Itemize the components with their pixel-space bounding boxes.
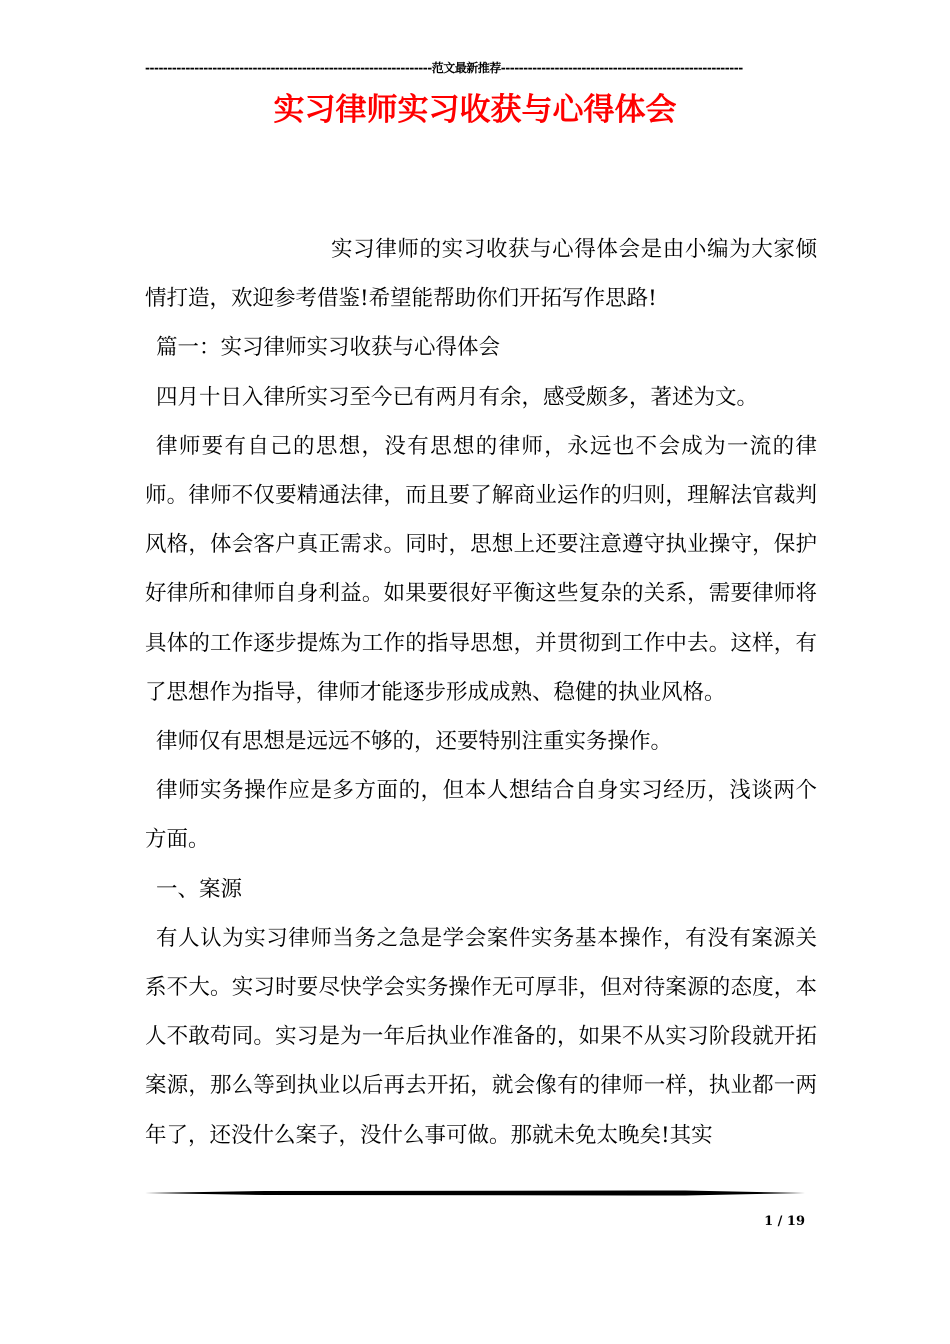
document-title: 实习律师实习收获与心得体会 bbox=[273, 92, 677, 128]
body-paragraph: 律师要有自己的思想，没有思想的律师，永远也不会成为一流的律师。律师不仅要精通法律，而且要了解商业运作的归则，理解法官裁判风格，体会客户真正需求。同时，思想上还要注意遵守执业操守，保护好律所和律师自身利益。如果要很好平衡这些复杂的关系，需要律师将具体的工作逐步提炼为工作的指导思想，并贯彻到工作中去。这样，有了思想作为指导，律师才能逐步形成成熟、稳健的执业风格。 bbox=[145, 433, 817, 705]
footer-divider bbox=[145, 1186, 805, 1200]
document-body bbox=[145, 225, 817, 1160]
section-heading-case-source: 一、案源 bbox=[156, 876, 243, 902]
body-paragraph: 律师仅有思想是远远不够的，还要特别注重实务操作。 bbox=[156, 729, 673, 755]
body-paragraph: 有人认为实习律师当务之急是学会案件实务基本操作，有没有案源关系不大。实习时要尽快学会实务操作无可厚非，但对待案源的态度，本人不敢苟同。实习是为一年后执业作准备的，如果不从实习阶段就开拓案源，那么等到执业以后再去开拓，就会像有的律师一样，执业都一两年了，还没什么案子，没什么事可做。那就未免太晚矣!其实 bbox=[145, 925, 817, 1148]
section-heading-part-one: 篇一：实习律师实习收获与心得体会 bbox=[156, 335, 501, 361]
page-number: 1 / 19 bbox=[764, 1214, 805, 1229]
page-header-banner: ----------------------------------------------------------------范文最新推荐------------------------------------------------------ bbox=[145, 61, 743, 75]
body-paragraph: 律师实务操作应是多方面的，但本人想结合自身实习经历，浅谈两个方面。 bbox=[145, 778, 817, 853]
body-paragraph: 四月十日入律所实习至今已有两月有余，感受颇多，著述为文。 bbox=[156, 384, 759, 410]
intro-paragraph: 实习律师的实习收获与心得体会是由小编为大家倾情打造，欢迎参考借鉴!希望能帮助你们开拓写作思路! bbox=[145, 237, 817, 312]
